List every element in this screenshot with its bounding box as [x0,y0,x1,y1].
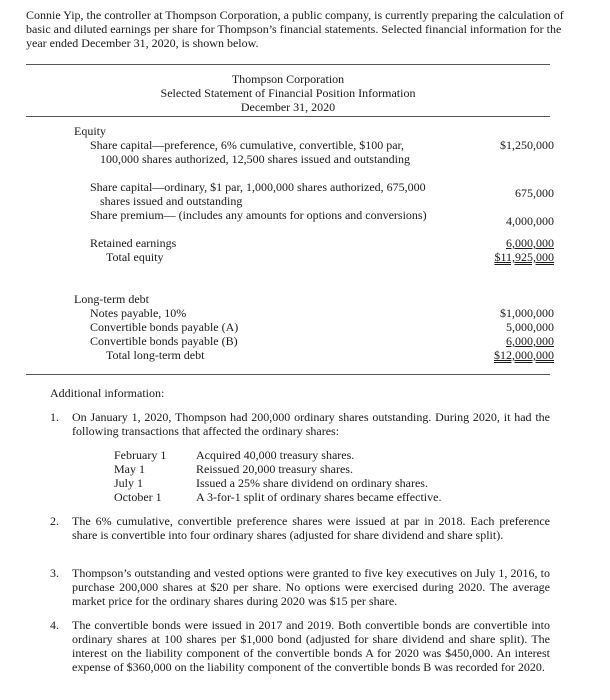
transaction-event: A 3-for-1 split of ordinary shares became effective. [196,490,442,504]
line-amount: 6,000,000 [506,236,554,250]
line-amount: $1,000,000 [500,306,554,320]
line-label: Notes payable, 10% [90,306,187,320]
statement-header [26,72,550,114]
line-amount: 4,000,000 [506,214,554,228]
transaction-date: October 1 [114,490,162,504]
note-number: 3. [50,566,59,580]
debt-heading: Long-term debt [74,292,149,306]
statement-date: December 31, 2020 [240,100,336,114]
note-2 [50,514,550,542]
total-label: Total equity [106,250,164,264]
equity-heading: Equity [74,124,106,138]
bottom-rule [26,374,550,375]
note-1 [50,410,550,438]
transaction-event: Acquired 40,000 treasury shares. [196,448,355,462]
debt-total-row [74,348,554,362]
statement-title: Selected Statement of Financial Position Information [160,86,416,100]
line-amount: $1,250,000 [500,138,554,152]
debt-section [74,292,554,362]
note-text: The 6% cumulative, convertible preference shares were issued at par in 2018. Each preference share is convertible into four ordinary shares (adjusted for share dividend and share split). [72,514,550,542]
equity-line-preference [74,138,554,180]
line-label: Retained earnings [90,236,177,250]
total-amount: $12,000,000 [494,348,554,362]
equity-line-premium [74,208,554,236]
total-label: Total long-term debt [106,348,205,362]
transaction-event: Reissued 20,000 treasury shares. [196,462,353,476]
equity-line-ordinary [74,180,554,208]
note-number: 2. [50,514,59,528]
line-label: Share capital—preference, 6% cumulative, convertible, $100 par, 100,000 shares authorized, 12,500 shares issued and outstanding [90,138,410,166]
note-number: 1. [50,410,59,424]
line-amount: 6,000,000 [506,334,554,348]
note-number: 4. [50,618,59,632]
line-label: Share capital—ordinary, $1 par, 1,000,000 shares authorized, 675,000 shares issued and outstanding [90,180,426,208]
line-amount: 675,000 [515,186,554,200]
equity-section [74,124,554,264]
top-rule [26,64,550,65]
line-label: Convertible bonds payable (A) [90,320,239,334]
total-amount: $11,925,000 [494,250,554,264]
equity-total-row [74,250,554,264]
note-text: The convertible bonds were issued in 2017 and 2019. Both convertible bonds are convertible into ordinary shares at 100 shares per $1,000 bond (adjusted for share dividend and share split). The interest on the liability component of the convertible bonds A for 2020 was $450,000. An interest expense of $360,000 on the liability component of the convertible bonds B was recorded for 2020. [72,618,550,674]
line-amount: 5,000,000 [506,320,554,334]
equity-line-retained [74,236,554,250]
line-label: Share premium— (includes any amounts for options and conversions) [90,208,427,222]
debt-line-bonds-b [74,334,554,348]
note-3 [50,566,550,608]
additional-heading: Additional information: [50,386,165,400]
line-label: Convertible bonds payable (B) [90,334,238,348]
transaction-date: February 1 [114,448,167,462]
debt-line-bonds-a [74,320,554,334]
header-rule [26,116,550,117]
note-text: Thompson’s outstanding and vested options were granted to five key executives on July 1, 2016, to purchase 200,000 shares at $20 per share. No options were exercised during 2020. The average market price for the ordinary shares during 2020 was $15 per share. [72,566,550,608]
note-text: On January 1, 2020, Thompson had 200,000 ordinary shares outstanding. During 2020, it had the following transactions that affected the ordinary shares: [72,410,550,438]
transaction-date: July 1 [114,476,144,490]
transaction-date: May 1 [114,462,145,476]
intro-paragraph: Connie Yip, the controller at Thompson Corporation, a public company, is currently preparing the calculation of basic and diluted earnings per share for Thompson’s financial statements. Selected financial information for the year ended December 31, 2020, is shown below. [26,8,564,50]
debt-line-notes [74,306,554,320]
transaction-event: Issued a 25% share dividend on ordinary shares. [196,476,428,490]
note-4 [50,618,550,674]
company-name: Thompson Corporation [231,72,345,86]
